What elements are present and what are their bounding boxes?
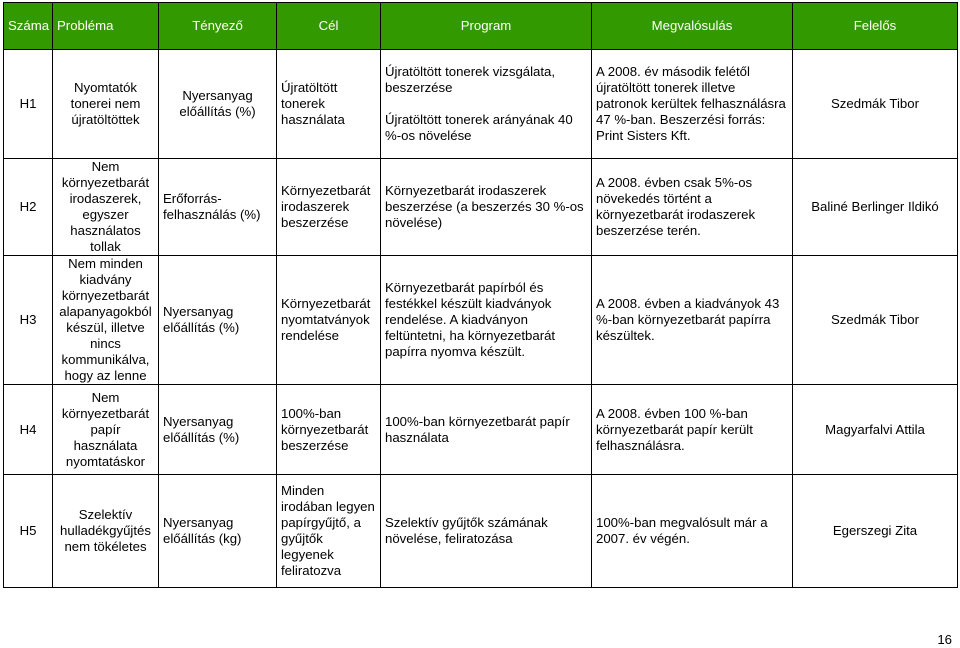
- row-program: Szelektív gyűjtők számának növelése, feliratozása: [381, 475, 592, 588]
- row-cel: 100%-ban környezetbarát beszerzése: [277, 385, 381, 475]
- row-megvalosulas: A 2008. évben a kiadványok 43 %-ban környezetbarát papírra készültek.: [592, 256, 793, 385]
- row-id: H5: [4, 475, 53, 588]
- header-program: Program: [381, 3, 592, 50]
- row-felelos: Szedmák Tibor: [793, 50, 958, 159]
- table-row: [4, 50, 958, 159]
- table-row: [4, 256, 958, 385]
- row-program: Környezetbarát papírból és festékkel készült kiadványok rendelése. A kiadványon feltüntetni, ha környezetbarát papírra nyomva készült.: [381, 256, 592, 385]
- header-felelos: Felelős: [793, 3, 958, 50]
- table-row: [4, 475, 958, 588]
- row-tenyezo: Nyersanyag előállítás (%): [159, 256, 277, 385]
- row-id: H3: [4, 256, 53, 385]
- row-megvalosulas: 100%-ban megvalósult már a 2007. év végén.: [592, 475, 793, 588]
- header-szama: Száma: [4, 3, 53, 50]
- row-felelos: Szedmák Tibor: [793, 256, 958, 385]
- header-row: [4, 3, 958, 50]
- row-id: H2: [4, 159, 53, 256]
- action-plan-table: [3, 2, 958, 588]
- row-problema: Nem környezetbarát irodaszerek, egyszer használatos tollak: [53, 159, 159, 256]
- header-problema: Probléma: [53, 3, 159, 50]
- row-felelos: Baliné Berlinger Ildikó: [793, 159, 958, 256]
- row-program: Környezetbarát irodaszerek beszerzése (a beszerzés 30 %-os növelése): [381, 159, 592, 256]
- row-id: H4: [4, 385, 53, 475]
- table-row: [4, 159, 958, 256]
- row-cel: Minden irodában legyen papírgyűjtő, a gyűjtők legyenek feliratozva: [277, 475, 381, 588]
- row-felelos: Egerszegi Zita: [793, 475, 958, 588]
- page-number: 16: [937, 632, 952, 647]
- row-program: [381, 50, 592, 159]
- row-program: 100%-ban környezetbarát papír használata: [381, 385, 592, 475]
- row-tenyezo: Nyersanyag előállítás (%): [159, 50, 277, 159]
- row-program-line-2: Újratöltött tonerek arányának 40 %-os növelése: [385, 112, 573, 143]
- row-program-line-1: Újratöltött tonerek vizsgálata, beszerzése: [385, 64, 556, 95]
- row-cel: Környezetbarát irodaszerek beszerzése: [277, 159, 381, 256]
- row-megvalosulas: A 2008. év második felétől újratöltött tonerek illetve patronok kerültek felhasználásra 47 %-ban. Beszerzési forrás: Print Sisters Kft.: [592, 50, 793, 159]
- row-tenyezo: Erőforrás-felhasználás (%): [159, 159, 277, 256]
- row-problema: Nem minden kiadvány környezetbarát alapanyagokból készül, illetve nincs kommunikálva, hogy az lenne: [53, 256, 159, 385]
- row-tenyezo: Nyersanyag előállítás (%): [159, 385, 277, 475]
- header-cel: Cél: [277, 3, 381, 50]
- header-megvalosulas: Megvalósulás: [592, 3, 793, 50]
- row-problema: Szelektív hulladékgyűjtés nem tökéletes: [53, 475, 159, 588]
- row-cel: Újratöltött tonerek használata: [277, 50, 381, 159]
- row-id: H1: [4, 50, 53, 159]
- row-felelos: Magyarfalvi Attila: [793, 385, 958, 475]
- table-row: [4, 385, 958, 475]
- row-cel: Környezetbarát nyomtatványok rendelése: [277, 256, 381, 385]
- row-problema: Nyomtatók tonerei nem újratöltöttek: [53, 50, 159, 159]
- row-tenyezo: Nyersanyag előállítás (kg): [159, 475, 277, 588]
- header-tenyezo: Tényező: [159, 3, 277, 50]
- row-megvalosulas: A 2008. évben csak 5%-os növekedés történt a környezetbarát irodaszerek beszerzése terén.: [592, 159, 793, 256]
- row-problema: Nem környezetbarát papír használata nyomtatáskor: [53, 385, 159, 475]
- row-megvalosulas: A 2008. évben 100 %-ban környezetbarát papír került felhasználásra.: [592, 385, 793, 475]
